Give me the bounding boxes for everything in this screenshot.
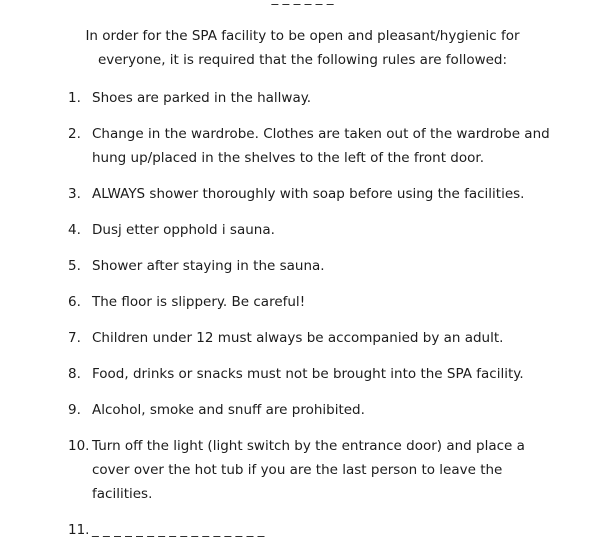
rule-text: ALWAYS shower thoroughly with soap before using the facilities.	[92, 186, 525, 202]
rule-text: Shower after staying in the sauna.	[92, 258, 325, 274]
rule-text: Shoes are parked in the hallway.	[92, 90, 312, 106]
rule-number: 9.	[68, 402, 81, 418]
rule-text: Food, drinks or snacks must not be brought into the SPA facility.	[92, 366, 524, 382]
list-item	[0, 518, 605, 542]
rule-number: 7.	[68, 330, 81, 346]
rule-text: Dusj etter opphold i sauna.	[92, 222, 275, 238]
rule-text: Change in the wardrobe. Clothes are taken out of the wardrobe and hung up/placed in the shelves to the left of the front door.	[92, 126, 550, 166]
list-item	[0, 218, 605, 242]
intro-paragraph: In order for the SPA facility to be open and pleasant/hygienic for everyone, it is required that the following rules are followed:	[85, 28, 520, 68]
partial-text-top	[0, 0, 605, 8]
list-item	[0, 326, 605, 350]
list-item	[0, 122, 605, 170]
rule-number: 5.	[68, 258, 81, 274]
rule-number: 2.	[68, 126, 81, 142]
rule-number: 8.	[68, 366, 81, 382]
rule-number: 6.	[68, 294, 81, 310]
rule-number: 4.	[68, 222, 81, 238]
rule-number: 11.	[68, 522, 90, 538]
rule-text: Alcohol, smoke and snuff are prohibited.	[92, 402, 365, 418]
list-item	[0, 434, 605, 506]
rule-number: 3.	[68, 186, 81, 202]
list-item	[0, 290, 605, 314]
rule-text: Children under 12 must always be accompanied by an adult.	[92, 330, 504, 346]
rules-list	[0, 86, 605, 554]
rule-text: _ _ _ _ _ _ _ _ _ _ _ _ _ _ _ _	[92, 522, 265, 538]
list-item	[0, 86, 605, 110]
list-item	[0, 398, 605, 422]
rule-text: The floor is slippery. Be careful!	[92, 294, 306, 310]
rule-number: 10.	[68, 438, 90, 454]
list-item	[0, 362, 605, 386]
list-item	[0, 182, 605, 206]
rule-number: 1.	[68, 90, 81, 106]
list-item	[0, 254, 605, 278]
rule-text: Turn off the light (light switch by the entrance door) and place a cover over the hot tub if you are the last person to leave the facilities.	[92, 438, 525, 502]
